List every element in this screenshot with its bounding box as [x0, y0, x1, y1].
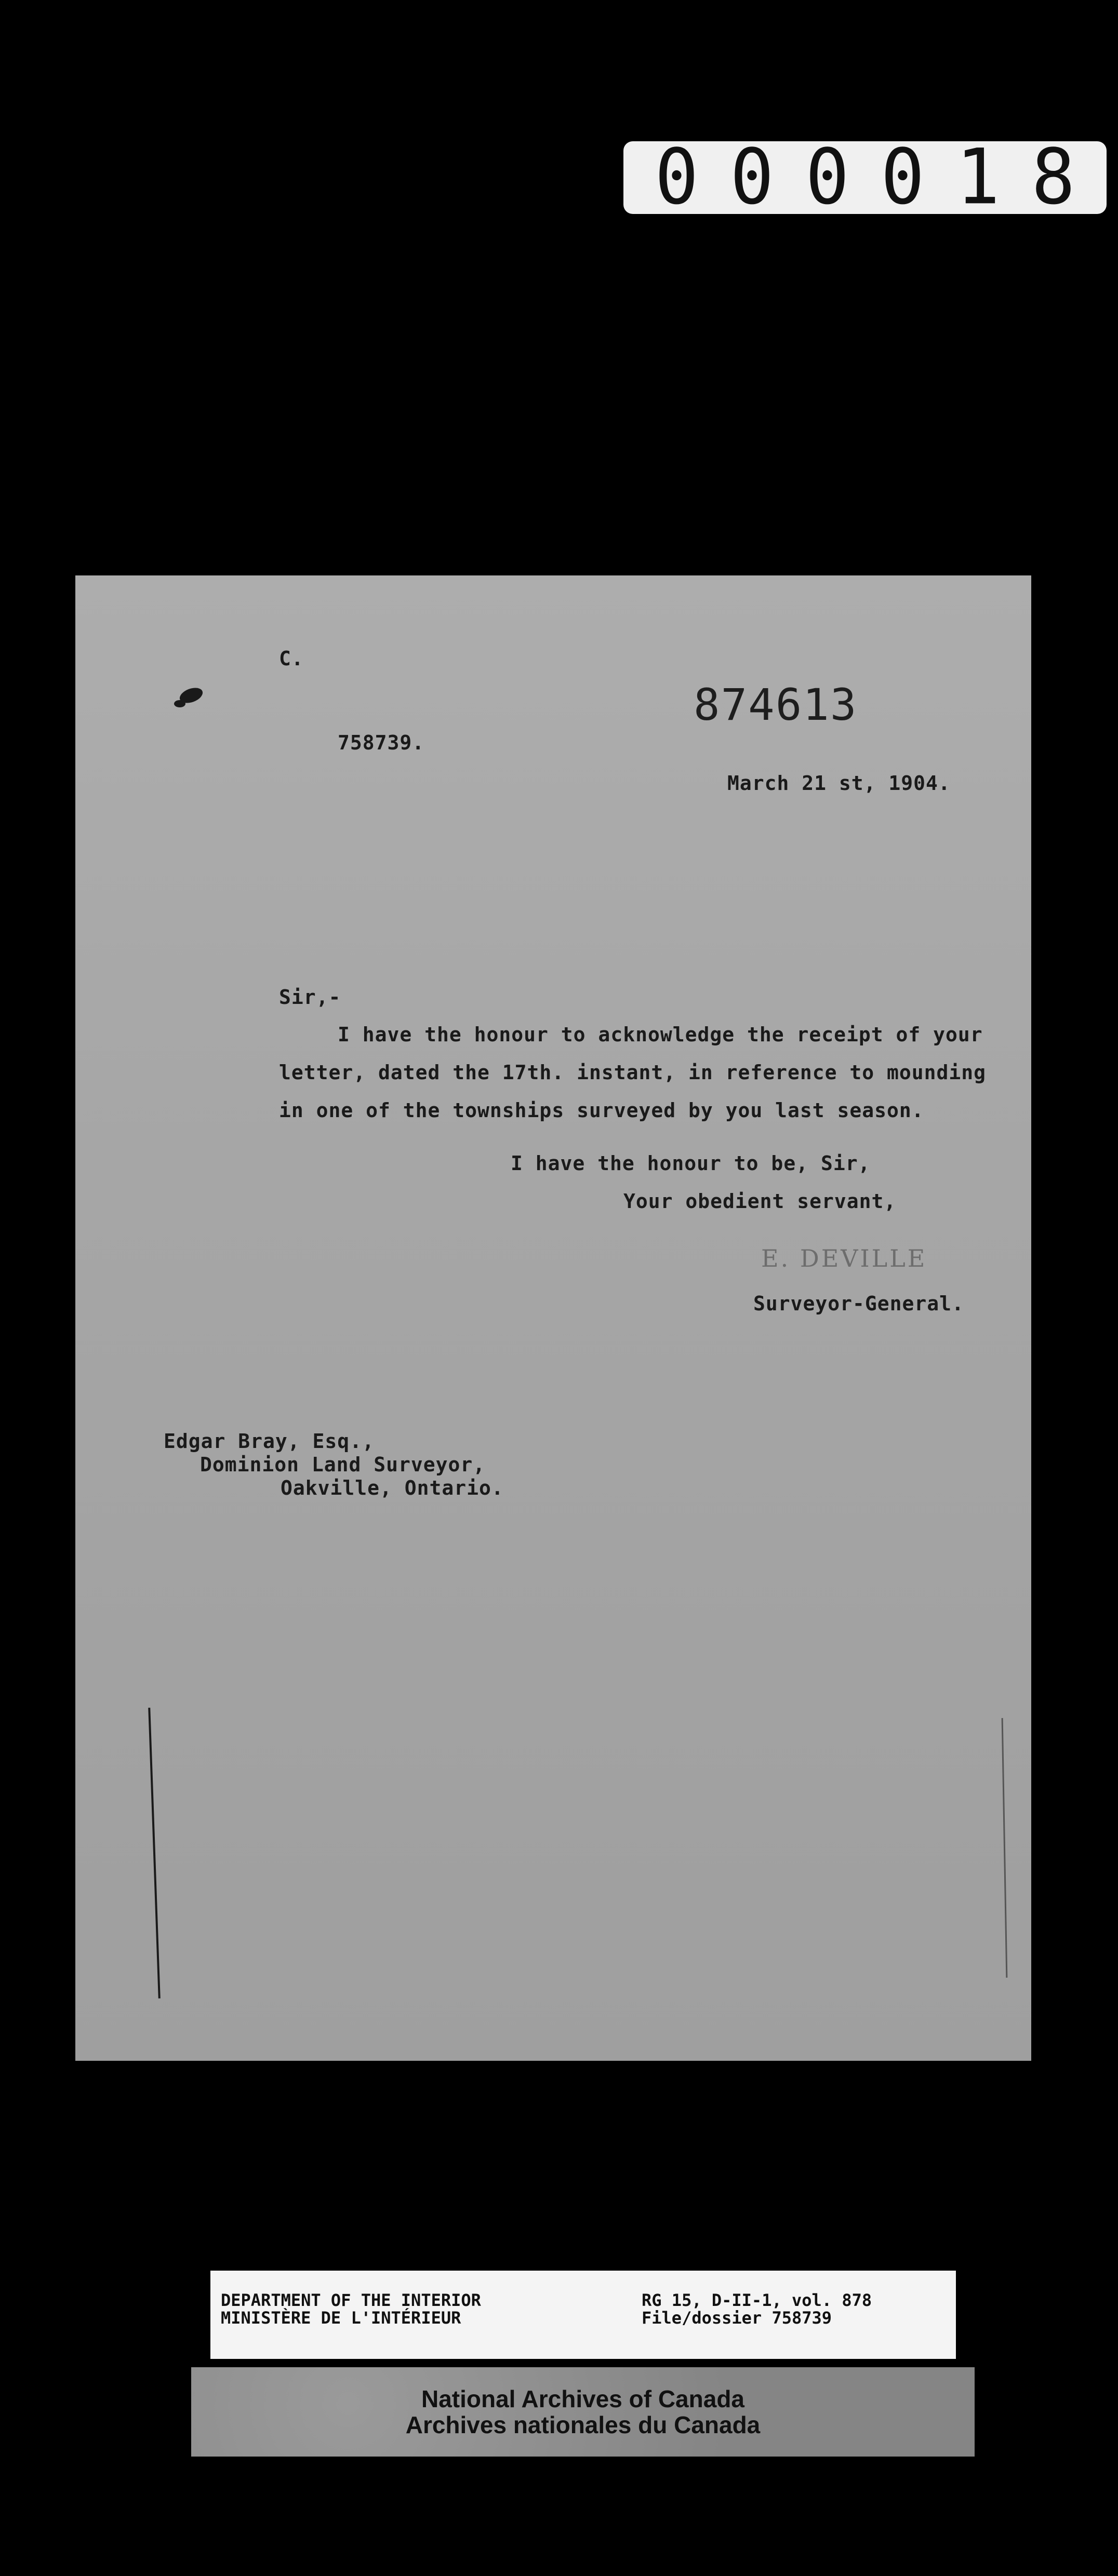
ink-blot-icon [174, 700, 185, 707]
file-dossier-ref: File/dossier 758739 [642, 2308, 832, 2328]
letter-date: March 21 st, 1904. [727, 772, 951, 795]
body-line: in one of the townships surveyed by you last season. [279, 1099, 924, 1122]
archives-name-en: National Archives of Canada [421, 2385, 744, 2412]
frame-digit: 0 [655, 132, 699, 222]
file-reference: 758739. [338, 731, 425, 754]
letter-sheet [75, 575, 1031, 2061]
salutation: Sir,- [279, 986, 341, 1009]
signer-title: Surveyor-General. [753, 1292, 964, 1315]
frame-digit: 1 [956, 132, 1000, 222]
department-name-fr: MINISTÈRE DE L'INTÉRIEUR [221, 2308, 461, 2328]
addressee-line: Dominion Land Surveyor, [200, 1453, 486, 1476]
frame-digit: 0 [730, 132, 774, 222]
body-line: letter, dated the 17th. instant, in reference to mounding [279, 1061, 987, 1084]
department-name-en: DEPARTMENT OF THE INTERIOR [221, 2290, 481, 2310]
addressee-line: Edgar Bray, Esq., [164, 1430, 375, 1453]
closing-line: Your obedient servant, [623, 1190, 897, 1213]
closing-line: I have the honour to be, Sir, [511, 1152, 871, 1175]
margin-line [1002, 1718, 1008, 1978]
frame-digit: 8 [1031, 132, 1075, 222]
body-line: I have the honour to acknowledge the receipt of your [338, 1023, 983, 1046]
addressee-line: Oakville, Ontario. [281, 1477, 504, 1499]
frame-digit: 0 [805, 132, 849, 222]
record-group-ref: RG 15, D-II-1, vol. 878 [642, 2290, 872, 2310]
margin-line [148, 1708, 161, 1998]
department-label [210, 2271, 956, 2359]
frame-number-label [623, 132, 1107, 222]
frame-digit: 0 [881, 132, 925, 222]
archives-label [191, 2367, 975, 2457]
archives-name-fr: Archives nationales du Canada [405, 2411, 761, 2438]
letter-initial: C. [279, 647, 304, 670]
signature-stamp: E. DEVILLE [761, 1244, 927, 1272]
stamped-number: 874613 [694, 679, 858, 730]
